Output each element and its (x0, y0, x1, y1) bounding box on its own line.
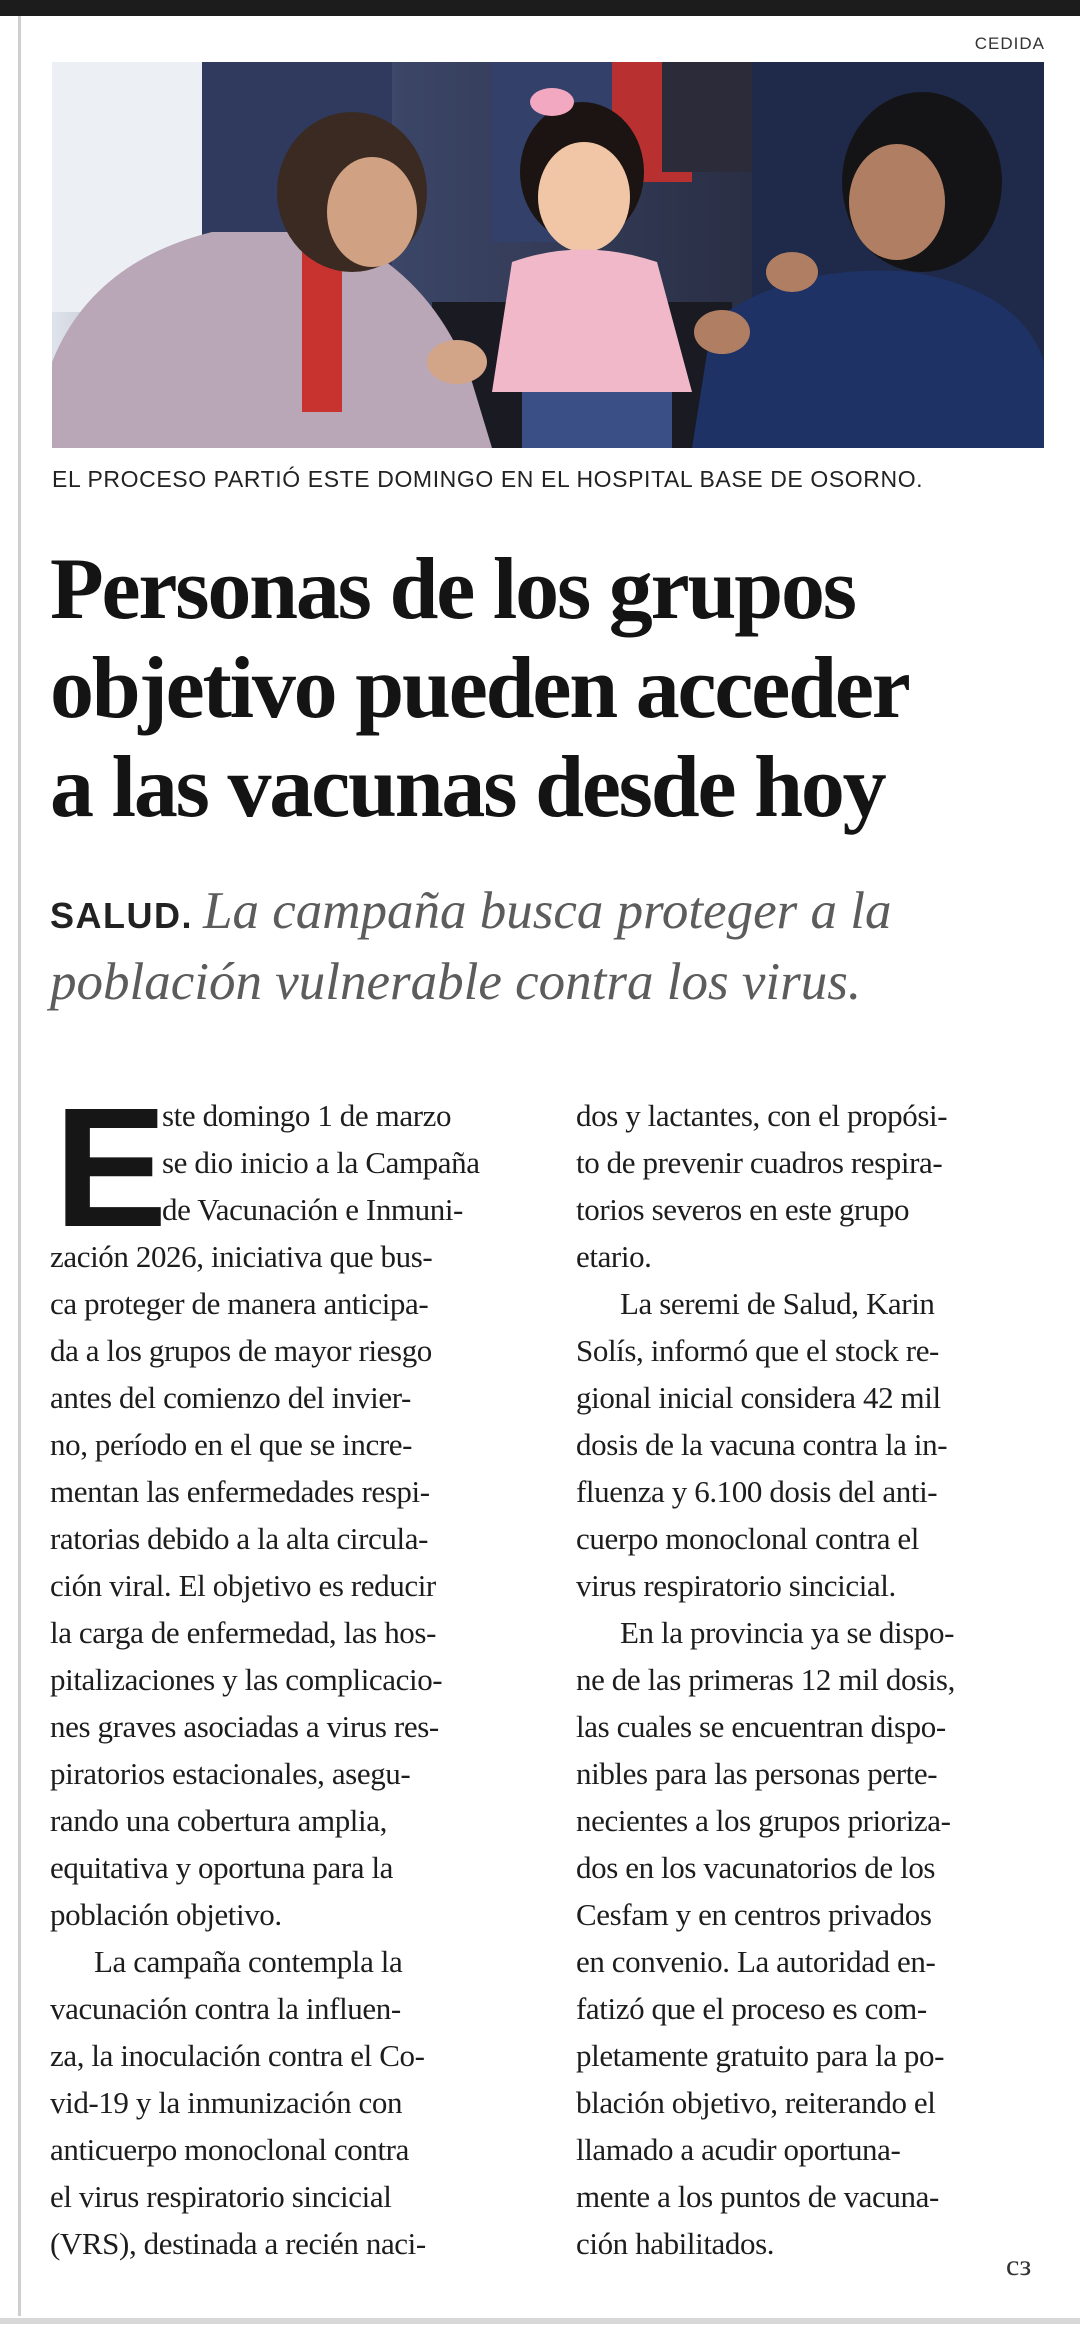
headline-line: a las vacunas desde hoy (50, 739, 885, 836)
body-line: (VRS), destinada a recién naci- (50, 2226, 426, 2261)
body-line: el virus respiratorio sincicial (50, 2179, 392, 2214)
body-line: pitalizaciones y las complicacio- (50, 1662, 443, 1697)
body-line: dos y lactantes, con el propósi- (576, 1098, 948, 1133)
body-line: en convenio. La autoridad en- (576, 1944, 936, 1979)
deck-text: La campaña busca proteger a la (203, 882, 892, 940)
body-line: ne de las primeras 12 mil dosis, (576, 1662, 955, 1697)
body-line: gional inicial considera 42 mil (576, 1380, 941, 1415)
end-of-article-mark: cз (1006, 2249, 1032, 2282)
body-line: necientes a los grupos prioriza- (576, 1803, 951, 1838)
body-line: equitativa y oportuna para la (50, 1850, 394, 1885)
body-line: piratorios estacionales, asegu- (50, 1756, 411, 1791)
body-line: zación 2026, iniciativa que bus- (50, 1239, 433, 1274)
body-line: La seremi de Salud, Karin (620, 1286, 935, 1321)
body-line: vacunación contra la influen- (50, 1991, 401, 2026)
body-line: fatizó que el proceso es com- (576, 1991, 927, 2026)
body-line: La campaña contempla la (94, 1944, 403, 1979)
headline-line: Personas de los grupos (50, 541, 855, 638)
body-line: mente a los puntos de vacuna- (576, 2179, 939, 2214)
body-line: se dio inicio a la Campaña (162, 1145, 480, 1180)
body-column-left (50, 1073, 528, 2267)
body-line: las cuales se encuentran dispo- (576, 1709, 946, 1744)
body-line: ca proteger de manera anticipa- (50, 1286, 429, 1321)
top-bar (0, 0, 1080, 16)
body-line: da a los grupos de mayor riesgo (50, 1333, 432, 1368)
body-column-right (576, 1092, 1046, 2267)
body-line: la carga de enfermedad, las hos- (50, 1615, 436, 1650)
bottom-rule (0, 2318, 1080, 2324)
body-line: virus respiratorio sincicial. (576, 1568, 896, 1603)
deck-line-1 (50, 878, 1060, 949)
photo-credit: CEDIDA (974, 34, 1045, 53)
body-line: no, período en el que se incre- (50, 1427, 413, 1462)
deck-subtitle (50, 878, 1060, 1015)
drop-cap: E (54, 1073, 168, 1263)
body-line: vid-19 y la inmunización con (50, 2085, 403, 2120)
body-line: antes del comienzo del invier- (50, 1380, 411, 1415)
deck-line-2: población vulnerable contra los virus. (50, 953, 862, 1011)
news-photo (52, 62, 1044, 448)
headline-line: objetivo pueden acceder (50, 640, 909, 737)
body-line: Cesfam y en centros privados (576, 1897, 932, 1932)
body-line: Solís, informó que el stock re- (576, 1333, 939, 1368)
page-edge-rule (18, 16, 21, 2316)
body-line: nes graves asociadas a virus res- (50, 1709, 439, 1744)
body-line: mentan las enfermedades respi- (50, 1474, 430, 1509)
body-line: ste domingo 1 de marzo (162, 1098, 452, 1133)
body-line: de Vacunación e Inmuni- (162, 1192, 463, 1227)
photo-caption: EL PROCESO PARTIÓ ESTE DOMINGO EN EL HOSPITAL BASE DE OSORNO. (52, 466, 924, 492)
section-kicker: SALUD. (50, 895, 193, 936)
headline (50, 540, 1050, 837)
body-line: ción habilitados. (576, 2226, 775, 2261)
body-line: rando una cobertura amplia, (50, 1803, 387, 1838)
body-line: etario. (576, 1239, 652, 1274)
body-line: blación objetivo, reiterando el (576, 2085, 936, 2120)
body-line: población objetivo. (50, 1897, 282, 1932)
body-line: to de prevenir cuadros respira- (576, 1145, 943, 1180)
body-line: llamado a acudir oportuna- (576, 2132, 901, 2167)
body-line: dosis de la vacuna contra la in- (576, 1427, 948, 1462)
body-line: fluenza y 6.100 dosis del anti- (576, 1474, 938, 1509)
body-line: ratorias debido a la alta circula- (50, 1521, 429, 1556)
body-line: nibles para las personas perte- (576, 1756, 938, 1791)
body-line: anticuerpo monoclonal contra (50, 2132, 409, 2167)
body-line: ción viral. El objetivo es reducir (50, 1568, 436, 1603)
body-line: torios severos en este grupo (576, 1192, 910, 1227)
body-line: pletamente gratuito para la po- (576, 2038, 945, 2073)
body-line: cuerpo monoclonal contra el (576, 1521, 919, 1556)
body-line: za, la inoculación contra el Co- (50, 2038, 425, 2073)
body-line: dos en los vacunatorios de los (576, 1850, 936, 1885)
body-line: En la provincia ya se dispo- (620, 1615, 955, 1650)
